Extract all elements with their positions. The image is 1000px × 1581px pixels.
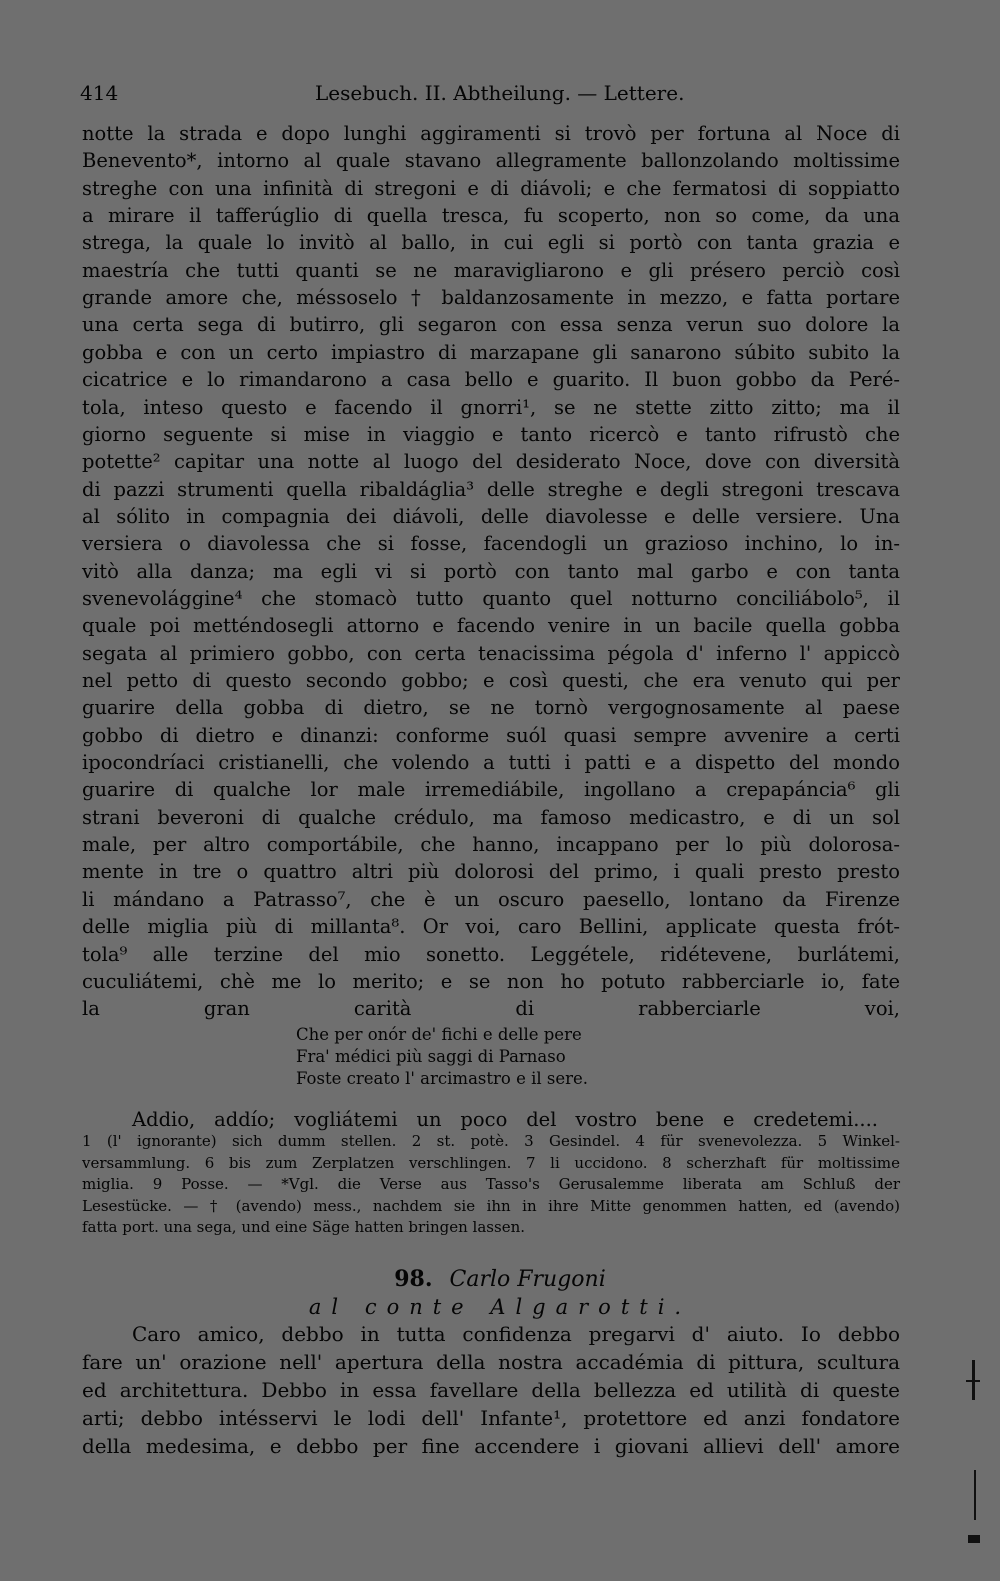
letter-line: della medesima, e debbo per fine accendere i giovani allievi dell' amore — [82, 1434, 900, 1458]
letter-line: arti; debbo intésservi le lodi dell' Infante¹, protettore ed anzi fondatore — [82, 1406, 900, 1430]
verse-line: Fra' médici più saggi di Parnaso — [296, 1047, 566, 1066]
body-line: guarire della gobba di dietro, se ne tornò vergognosamente al paese — [82, 696, 900, 720]
body-line: al sólito in compagnia dei diávoli, delle diavolesse e delle versiere. Una — [82, 504, 900, 528]
body-line: streghe con una infinità di stregoni e di diávoli; e che fermatosi di soppiatto — [82, 176, 900, 200]
letter-line: ed architettura. Debbo in essa favellare della bellezza ed utilità di queste — [82, 1378, 900, 1402]
body-line: potette² capitar una notte al luogo del desiderato Noce, dove con diversità — [82, 450, 900, 474]
body-line: di pazzi strumenti quella ribaldáglia³ delle streghe e degli stregoni trescava — [82, 477, 900, 501]
footnotes-line: 1 (l' ignorante) sich dumm stellen. 2 st. potè. 3 Gesindel. 4 für svenevolezza. 5 Winkel- — [82, 1132, 900, 1150]
body-line: cuculiátemi, chè me lo merito; e se non ho potuto rabberciarle io, fate — [82, 969, 900, 993]
body-line: mente in tre o quattro altri più dolorosi del primo, i quali presto presto — [82, 860, 900, 884]
body-line: vitò alla danza; ma egli vi si portò con tanto mal garbo e con tanta — [82, 559, 900, 583]
body-line: quale poi metténdosegli attorno e facendo venire in un bacile quella gobba — [82, 614, 900, 638]
footnotes-line: miglia. 9 Posse. — *Vgl. die Verse aus Tasso's Gerusalemme liberata am Schluß der — [82, 1175, 900, 1193]
footnotes-line: Lesestücke. — † (avendo) mess., nachdem sie ihn in ihre Mitte genommen hatten, ed (avendo) — [82, 1196, 900, 1215]
letter-line: fare un' orazione nell' apertura della nostra accadémia di pittura, scultura — [82, 1350, 900, 1374]
body-line: grande amore che, méssoselo † baldanzosamente in mezzo, e fatta portare — [82, 286, 900, 310]
margin-marks — [958, 1350, 992, 1550]
body-line: guarire di qualche lor male irremediábile, ingollano a crepapáncia⁶ gli — [82, 778, 900, 802]
footnotes-line: versammlung. 6 bis zum Zerplatzen verschlingen. 7 li uccidono. 8 scherzhaft für moltissime — [82, 1153, 900, 1172]
body-line: strega, la quale lo invitò al ballo, in cui egli si portò con tanta grazia e — [82, 231, 900, 255]
page-number: 414 — [80, 81, 119, 105]
verse-line: Foste creato l' arcimastro e il sere. — [296, 1069, 589, 1088]
body-line: svenevolággine⁴ che stomacò tutto quanto quel notturno conciliábolo⁵, il — [82, 586, 900, 610]
footnotes-line: fatta port. una sega, und eine Säge hatten bringen lassen. — [82, 1218, 525, 1236]
body-line: maestría che tutti quanti se ne maravigliarono e gli présero perciò così — [82, 258, 900, 282]
body-line: una certa sega di butirro, gli segaron con essa senza verun suo dolore la — [82, 313, 900, 337]
body-line: a mirare il tafferúglio di quella tresca, fu scoperto, non so come, da una — [82, 204, 900, 228]
body-line: Benevento*, intorno al quale stavano allegramente ballonzolando moltissime — [82, 149, 900, 173]
letter-line: Caro amico, debbo in tutta confidenza pregarvi d' aiuto. Io debbo — [132, 1322, 900, 1346]
body-line: segata al primiero gobbo, con certa tenacissima pégola d' inferno l' appiccò — [82, 641, 900, 665]
body-line: giorno seguente si mise in viaggio e tanto ricercò e tanto rifrustò che — [82, 422, 900, 446]
body-line: notte la strada e dopo lunghi aggiramenti si trovò per fortuna al Noce di — [82, 122, 900, 145]
section-heading — [0, 1264, 1000, 1295]
body-line: cicatrice e lo rimandarono a casa bello e guarito. Il buon gobbo da Peré- — [82, 368, 900, 392]
section-recipient: al conte Algarotti. — [308, 1295, 692, 1319]
body-line: tola, inteso questo e facendo il gnorri¹, se ne stette zitto zitto; ma il — [82, 395, 900, 419]
body-line: li mándano a Patrasso⁷, che è un oscuro paesello, lontano da Firenze — [82, 887, 900, 911]
body-line: versiera o diavolessa che si fosse, facendogli un grazioso inchino, lo in- — [82, 532, 900, 556]
body-line: male, per altro comportábile, che hanno, incappano per lo più dolorosa- — [82, 833, 900, 857]
section-number: 98. — [394, 1266, 433, 1292]
body-line: gobbo di dietro e dinanzi: conforme suól quasi sempre avvenire a certi — [82, 723, 900, 747]
page-header — [80, 78, 900, 108]
body-line: ipocondríaci cristianelli, che volendo a tutti i patti e a dispetto del mondo — [82, 751, 900, 775]
body-line: delle miglia più di millanta⁸. Or voi, caro Bellini, applicate questa frót- — [82, 915, 900, 939]
body-line: tola⁹ alle terzine del mio sonetto. Leggétele, ridétevene, burlátemi, — [82, 942, 900, 966]
running-title: Lesebuch. II. Abtheilung. — Lettere. — [315, 81, 685, 105]
body-line: gobba e con un certo impiastro di marzapane gli sanarono súbito subito la — [82, 340, 900, 364]
verse-line: Che per onór de' fichi e delle pere — [296, 1025, 582, 1044]
closing-line: Addio, addío; vogliátemi un poco del vostro bene e credetemi.... — [132, 1108, 878, 1131]
section-author: Carlo Frugoni — [449, 1267, 606, 1292]
body-line: nel petto di questo secondo gobbo; e così questi, che era venuto qui per — [82, 669, 900, 692]
body-line: la gran carità di rabberciarle voi, — [82, 997, 900, 1021]
body-line: strani beveroni di qualche crédulo, ma famoso medicastro, e di un sol — [82, 805, 900, 829]
